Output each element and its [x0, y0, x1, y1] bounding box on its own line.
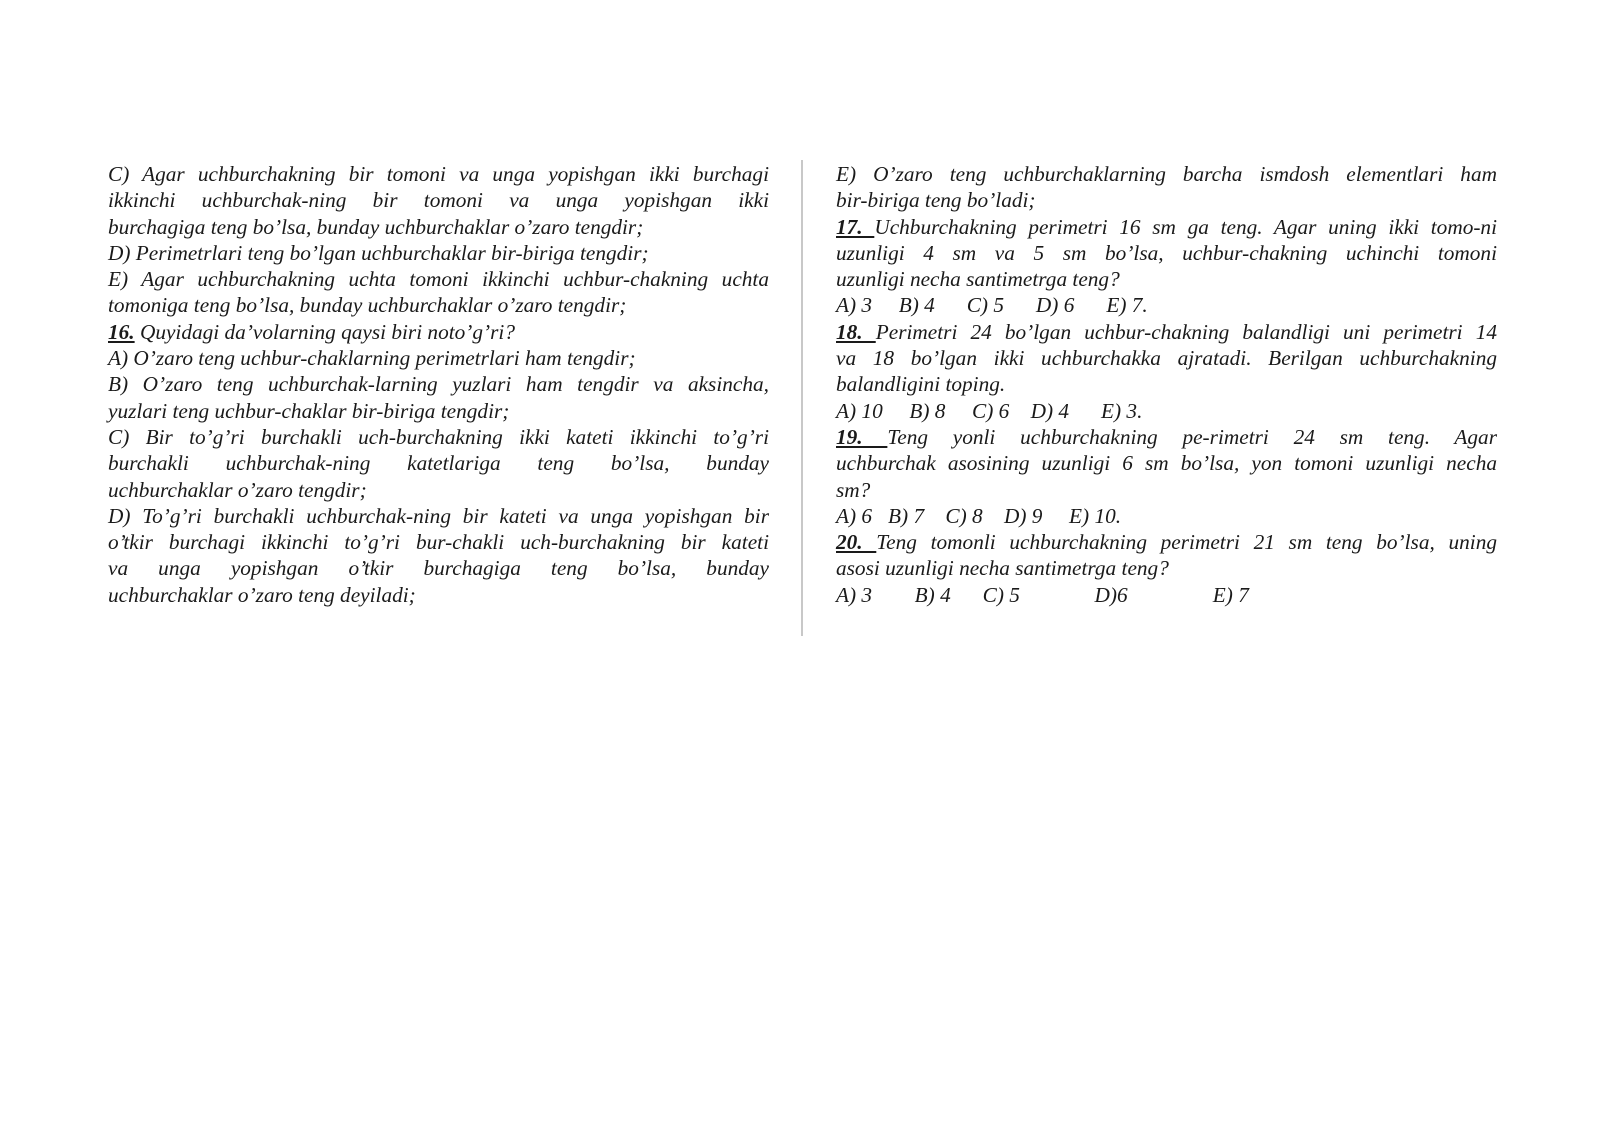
question-18-number: 18.: [836, 319, 876, 344]
option-e-line-1: E) Agar uchburchakning uchta tomoni ikkinchi uchbur-chakning uchta: [108, 267, 769, 292]
question-16-option-c-line-2: burchakli uchburchak-ning katetlariga teng bo’lsa, bunday: [108, 451, 769, 476]
question-16-option-a: A) O’zaro teng uchbur-chaklarning perimetrlari ham tengdir;: [108, 346, 636, 371]
option-e-line-2: bir-biriga teng bo’ladi;: [836, 188, 1036, 213]
question-19-line-3: sm?: [836, 477, 871, 502]
question-19-number: 19.: [836, 424, 888, 449]
question-20-line-1: [836, 529, 1497, 555]
column-divider: [801, 160, 803, 636]
question-17-line-3: uzunligi necha santimetrga teng?: [836, 267, 1120, 292]
question-18-text: Perimetri 24 bo’lgan uchbur-chakning balandligi uni perimetri 14: [875, 319, 1497, 344]
question-16-option-d-line-4: uchburchaklar o’zaro teng deyiladi;: [108, 582, 416, 607]
option-c-line-1: C) Agar uchburchakning bir tomoni va unga yopishgan ikki burchagi: [108, 162, 769, 186]
question-19-answers: A) 6 B) 7 C) 8 D) 9 E) 10.: [836, 503, 1122, 528]
question-20-line-2: asosi uzunligi necha santimetrga teng?: [836, 556, 1169, 581]
question-20-text: Teng tomonli uchburchakning perimetri 21 sm teng bo’lsa, uning: [876, 530, 1497, 555]
question-16-number: 16.: [108, 319, 135, 344]
question-19-line-1: [836, 424, 1497, 450]
question-18-answers: A) 10 B) 8 C) 6 D) 4 E) 3.: [836, 398, 1143, 423]
option-d-line: D) Perimetrlari teng bo’lgan uchburchaklar bir-biriga tengdir;: [108, 240, 649, 265]
right-column: [836, 161, 1497, 608]
question-17-answers: A) 3 B) 4 C) 5 D) 6 E) 7.: [836, 293, 1148, 318]
question-16-option-d-line-1: D) To’g’ri burchakli uchburchak-ning bir kateti va unga yopishgan bir: [108, 503, 769, 528]
option-e-line-2: tomoniga teng bo’lsa, bunday uchburchaklar o’zaro tengdir;: [108, 293, 627, 318]
question-16-option-b-line-1: B) O’zaro teng uchburchak-larning yuzlari ham tengdir va aksincha,: [108, 372, 769, 397]
question-20-number: 20.: [836, 530, 877, 555]
option-e-line-1: E) O’zaro teng uchburchaklarning barcha ismdosh elementlari ham: [836, 162, 1497, 186]
question-16-option-c-line-1: C) Bir to’g’ri burchakli uch-burchakning ikki kateti ikkinchi to’g’ri: [108, 424, 769, 449]
question-17-line-1: [836, 214, 1497, 240]
question-16-option-c-line-3: uchburchaklar o’zaro tengdir;: [108, 477, 367, 502]
question-17-line-2: uzunligi 4 sm va 5 sm bo’lsa, uchbur-chakning uchinchi tomoni: [836, 240, 1497, 265]
option-c-line-3: burchagiga teng bo’lsa, bunday uchburchaklar o’zaro tengdir;: [108, 214, 644, 239]
question-18-line-1: [836, 319, 1497, 345]
question-16-option-b-line-2: yuzlari teng uchbur-chaklar bir-biriga tengdir;: [108, 398, 510, 423]
question-19-text: Teng yonli uchburchakning pe-rimetri 24 sm teng. Agar: [887, 424, 1497, 449]
question-17-number: 17.: [836, 214, 875, 239]
option-c-line-2: ikkinchi uchburchak-ning bir tomoni va unga yopishgan ikki: [108, 188, 769, 213]
question-18-line-3: balandligini toping.: [836, 372, 1006, 397]
question-17-text: Uchburchakning perimetri 16 sm ga teng. Agar uning ikki tomo-ni: [874, 214, 1497, 239]
question-18-line-2: va 18 bo’lgan ikki uchburchakka ajratadi. Berilgan uchburchakning: [836, 346, 1497, 371]
question-19-line-2: uchburchak asosining uzunligi 6 sm bo’lsa, yon tomoni uzunligi necha: [836, 451, 1497, 476]
question-16: [108, 319, 769, 345]
question-16-option-d-line-2: o’tkir burchagi ikkinchi to’g’ri bur-chakli uch-burchakning bir kateti: [108, 530, 769, 555]
question-16-option-d-line-3: va unga yopishgan o’tkir burchagiga teng bo’lsa, bunday: [108, 556, 769, 581]
question-20-answers: A) 3 B) 4 C) 5 D)6 E) 7: [836, 582, 1249, 607]
question-16-text: Quyidagi da’volarning qaysi biri noto’g’ri?: [134, 319, 515, 344]
left-column: [108, 161, 769, 608]
